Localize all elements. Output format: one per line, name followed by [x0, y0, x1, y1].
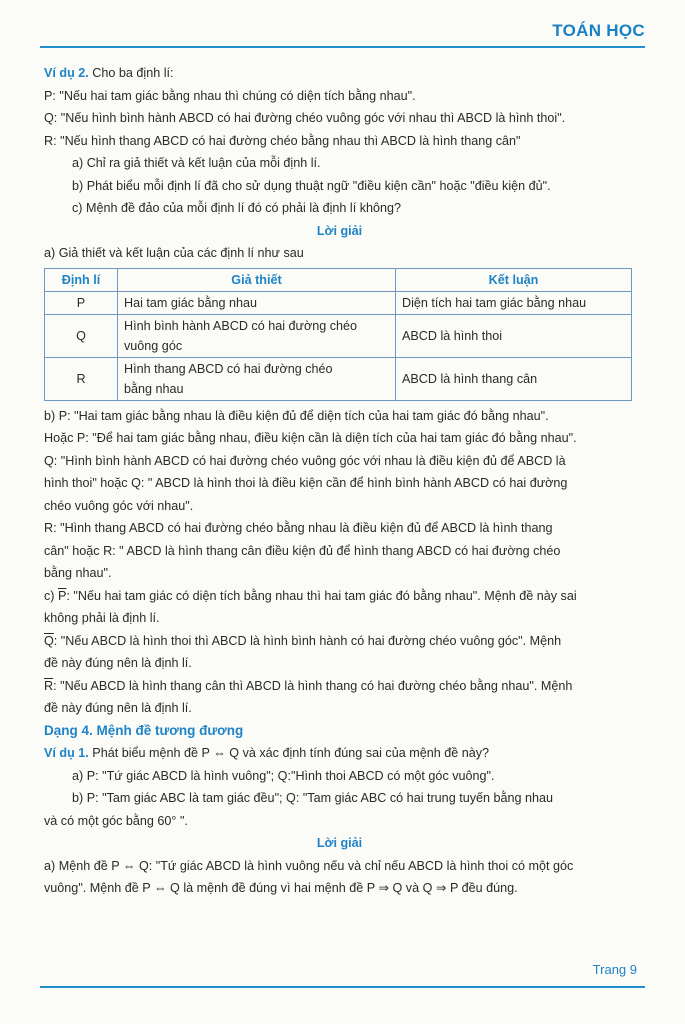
- example-1-b-cont: và có một góc bằng 60° ".: [44, 813, 188, 828]
- solution-b-line: b) P: "Hai tam giác bằng nhau là điều kiện đủ để diện tích của hai tam giác đó bằng nhau".: [44, 408, 549, 423]
- example-1-title: Ví dụ 1.: [44, 746, 89, 760]
- table-cell-conclusion: ABCD là hình thoi: [396, 314, 632, 357]
- theorem-r: R: "Nếu hình thang ABCD có hai đường chéo bằng nhau thì ABCD là hình thang cân": [44, 133, 521, 148]
- solution-c-p: [44, 585, 635, 608]
- solution-2-a-line: vuông". Mệnh đề P ⇔ Q là mệnh đề đúng vì hai mệnh đề P ⇒ Q và Q ⇒ P đều đúng.: [44, 881, 518, 895]
- example-2-title: Ví dụ 2.: [44, 66, 89, 80]
- table-cell-conclusion: Diện tích hai tam giác bằng nhau: [396, 291, 632, 314]
- hypothesis-line-2: bằng nhau: [124, 381, 184, 396]
- converse-q-symbol: $\overline{Q}$: [44, 633, 54, 648]
- solution-c-line: đề này đúng nên là định lí.: [44, 656, 192, 670]
- example-2-intro: [44, 62, 635, 85]
- table-cell-theorem: P: [45, 291, 118, 314]
- table-cell-hypothesis: [118, 357, 396, 400]
- solution-b-line: chéo vuông góc với nhau".: [44, 498, 194, 513]
- table-header-hypothesis: Giả thiết: [118, 268, 396, 291]
- page-content: [44, 62, 635, 900]
- hypothesis-line-1: Hình thang ABCD có hai đường chéo: [124, 361, 333, 376]
- example-1-b: b) P: "Tam giác ABC là tam giác đều"; Q: "Tam giác ABC có hai trung tuyến bằng nhau: [72, 791, 554, 805]
- example-1-intro-text: Phát biểu mệnh đề P ⇔ Q và xác định tính đúng sai của mệnh đề này?: [92, 746, 490, 760]
- solution-c-r: [44, 675, 635, 698]
- solution-b-line: Q: "Hình bình hành ABCD có hai đường chéo vuông góc với nhau là điều kiện đủ để ABCD là: [44, 453, 566, 468]
- table-row: [45, 291, 632, 314]
- theorem-q: Q: "Nếu hình bình hành ABCD có hai đường chéo vuông góc với nhau thì ABCD là hình thoi".: [44, 111, 566, 125]
- page-number: Trang 9: [592, 962, 637, 977]
- converse-r-text: : "Nếu ABCD là hình thang cân thì ABCD là hình thang có hai đường chéo bằng nhau". Mệnh: [53, 678, 573, 693]
- example-1-intro: [44, 742, 635, 765]
- solution-2-a-line: a) Mệnh đề P ⇔ Q: "Tứ giác ABCD là hình vuông nếu và chỉ nếu ABCD là hình thoi có một góc: [44, 858, 574, 873]
- table-row: [45, 357, 632, 400]
- question-c: c) Mệnh đề đảo của mỗi định lí đó có phải là định lí không?: [72, 201, 402, 215]
- hypothesis-line-2: vuông góc: [124, 338, 183, 353]
- table-cell-theorem: R: [45, 357, 118, 400]
- solution-b-line: hình thoi" hoặc Q: " ABCD là hình thoi là điều kiện cần để hình bình hành ABCD có hai đường: [44, 476, 568, 490]
- solution-c-q: [44, 630, 635, 653]
- theorem-table: [44, 268, 632, 401]
- table-row: [45, 314, 632, 357]
- converse-p-text: : "Nếu hai tam giác có diện tích bằng nhau thì hai tam giác đó bằng nhau". Mệnh đề này sai: [66, 588, 577, 603]
- table-header-theorem: Định lí: [45, 268, 118, 291]
- question-b: b) Phát biểu mỗi định lí đã cho sử dụng thuật ngữ "điều kiện cần" hoặc "điều kiện đủ".: [72, 178, 551, 193]
- footer-divider: [40, 986, 645, 988]
- solution-heading-2: Lời giải: [316, 836, 363, 850]
- solution-c-label: c): [44, 588, 55, 603]
- converse-r-symbol: $\overline{R}$: [44, 678, 54, 693]
- solution-c-line: đề này đúng nên là định lí.: [44, 701, 192, 715]
- solution-a-intro: a) Giả thiết và kết luận của các định lí như sau: [44, 246, 304, 260]
- table-cell-theorem: Q: [45, 314, 118, 357]
- table-header-conclusion: Kết luận: [396, 268, 632, 291]
- solution-b-line: R: "Hình thang ABCD có hai đường chéo bằng nhau là điều kiện đủ để ABCD là hình thang: [44, 521, 553, 535]
- example-1-a: a) P: "Tứ giác ABCD là hình vuông"; Q:"Hình thoi ABCD có một góc vuông".: [72, 768, 495, 783]
- table-header-row: [45, 268, 632, 291]
- example-2-intro-text: Cho ba định lí:: [92, 66, 174, 80]
- hypothesis-line-1: Hình bình hành ABCD có hai đường chéo: [124, 318, 358, 333]
- subject-title: TOÁN HỌC: [552, 21, 645, 40]
- solution-heading-1: Lời giải: [316, 223, 363, 238]
- solution-b-line: bằng nhau".: [44, 566, 112, 580]
- section-4-title: Dạng 4. Mệnh đề tương đương: [44, 722, 244, 738]
- question-a: a) Chỉ ra giả thiết và kết luận của mỗi định lí.: [72, 156, 321, 170]
- converse-p-symbol: $\overline{P}$: [58, 588, 67, 603]
- page-header: [40, 14, 645, 48]
- solution-b-line: Hoặc P: "Để hai tam giác bằng nhau, điều kiện cần là diện tích của hai tam giác đó bằng nhau".: [44, 431, 577, 445]
- solution-c-line: không phải là định lí.: [44, 611, 160, 625]
- theorem-p: P: "Nếu hai tam giác bằng nhau thì chúng có diện tích bằng nhau".: [44, 88, 416, 103]
- converse-q-text: : "Nếu ABCD là hình thoi thì ABCD là hình bình hành có hai đường chéo vuông góc". Mệnh: [53, 633, 562, 648]
- table-cell-hypothesis: [118, 314, 396, 357]
- solution-b-line: cân" hoặc R: " ABCD là hình thang cân điều kiện đủ để hình thang ABCD có hai đường chéo: [44, 543, 561, 558]
- table-cell-conclusion: ABCD là hình thang cân: [396, 357, 632, 400]
- table-cell-hypothesis: Hai tam giác bằng nhau: [118, 291, 396, 314]
